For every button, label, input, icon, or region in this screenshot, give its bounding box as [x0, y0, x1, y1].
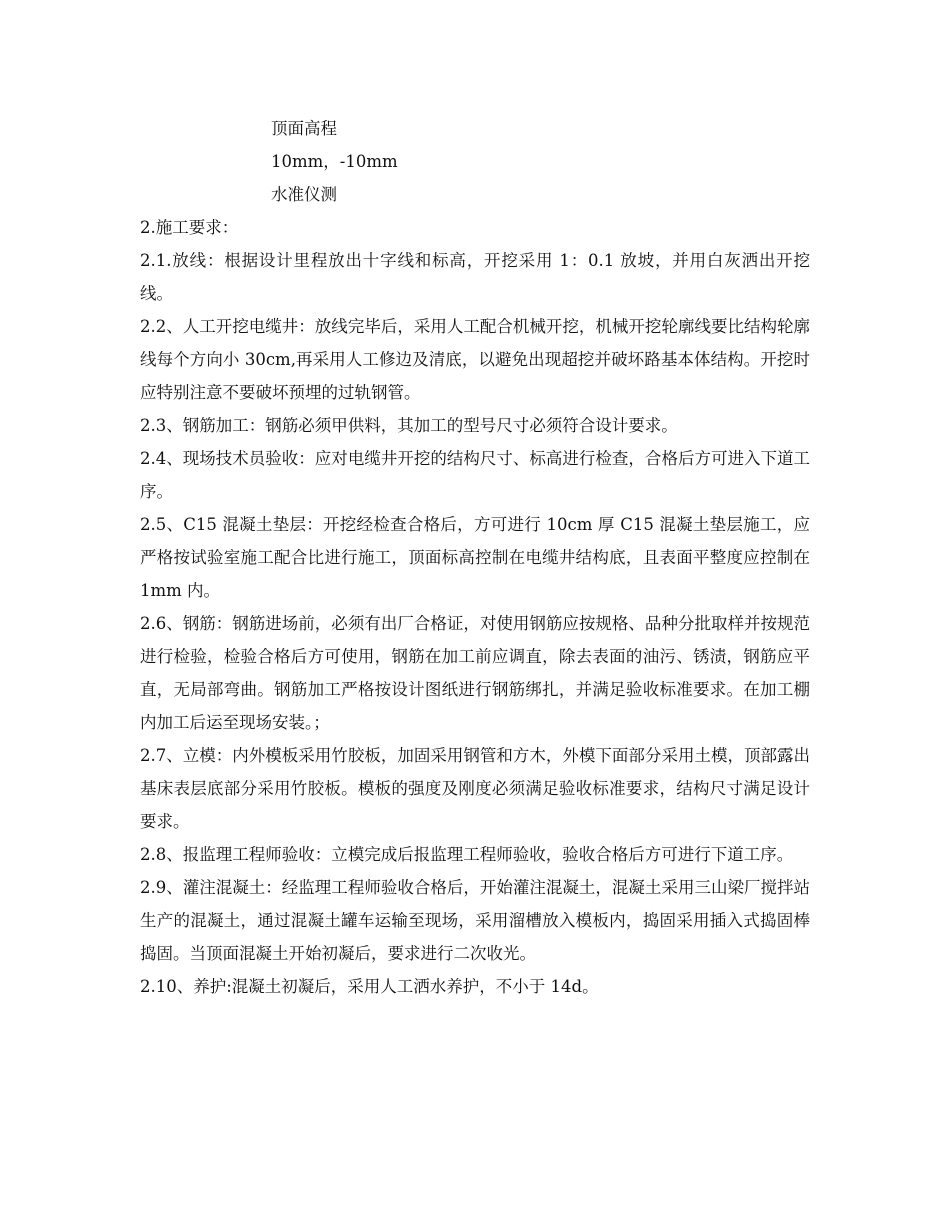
paragraph-2-4: 2.4、现场技术员验收：应对电缆井开挖的结构尺寸、标高进行检查，合格后方可进入下道工序。 — [140, 449, 810, 501]
paragraph-2-7: 2.7、立模：内外模板采用竹胶板，加固采用钢管和方木，外模下面部分采用土模，顶部露出基床表层底部分采用竹胶板。模板的强度及刚度必须满足验收标准要求，结构尺寸满足设计要求。 — [140, 746, 810, 831]
paragraph-2-9: 2.9、灌注混凝土：经监理工程师验收合格后，开始灌注混凝土，混凝土采用三山梁厂搅拌站生产的混凝土，通过混凝土罐车运输至现场，采用溜槽放入模板内，捣固采用插入式捣固棒捣固。当顶面混凝土开始初凝后，要求进行二次收光。 — [140, 878, 810, 963]
paragraph-2-10: 2.10、养护:混凝土初凝后，采用人工洒水养护，不小于 14d。 — [140, 977, 599, 996]
paragraph-2-3: 2.3、钢筋加工：钢筋必须甲供料，其加工的型号尺寸必须符合设计要求。 — [140, 416, 678, 435]
paragraph-2-1: 2.1.放线：根据设计里程放出十字线和标高，开挖采用 1：0.1 放坡，并用白灰洒出开挖线。 — [140, 251, 810, 303]
table-item-label: 顶面高程 — [271, 119, 337, 138]
paragraph-2-6: 2.6、钢筋：钢筋进场前，必须有出厂合格证，对使用钢筋应按规格、品种分批取样并按规范进行检验，检验合格后方可使用，钢筋在加工前应调直，除去表面的油污、锈渍，钢筋应平直，无局部弯曲。钢筋加工严格按设计图纸进行钢筋绑扎，并满足验收标准要求。在加工棚内加工后运至现场安装。； — [140, 614, 810, 732]
table-tolerance-value: 10mm，-10mm — [271, 152, 398, 171]
section-heading: 2.施工要求： — [140, 218, 239, 237]
paragraph-2-8: 2.8、报监理工程师验收：立模完成后报监理工程师验收，验收合格后方可进行下道工序。 — [140, 845, 794, 864]
document-body — [140, 112, 810, 1003]
table-inspection-method: 水准仪测 — [271, 185, 337, 204]
paragraph-2-2: 2.2、人工开挖电缆井：放线完毕后，采用人工配合机械开挖，机械开挖轮廓线要比结构轮廓线每个方向小 30cm,再采用人工修边及清底，以避免出现超挖并破坏路基本体结构。开挖时应特别注意不要破坏预埋的过轨钢管。 — [140, 317, 810, 402]
paragraph-2-5: 2.5、C15 混凝土垫层：开挖经检查合格后，方可进行 10cm 厚 C15 混凝土垫层施工，应严格按试验室施工配合比进行施工，顶面标高控制在电缆井结构底，且表面平整度应控制在 1mm 内。 — [140, 515, 810, 600]
